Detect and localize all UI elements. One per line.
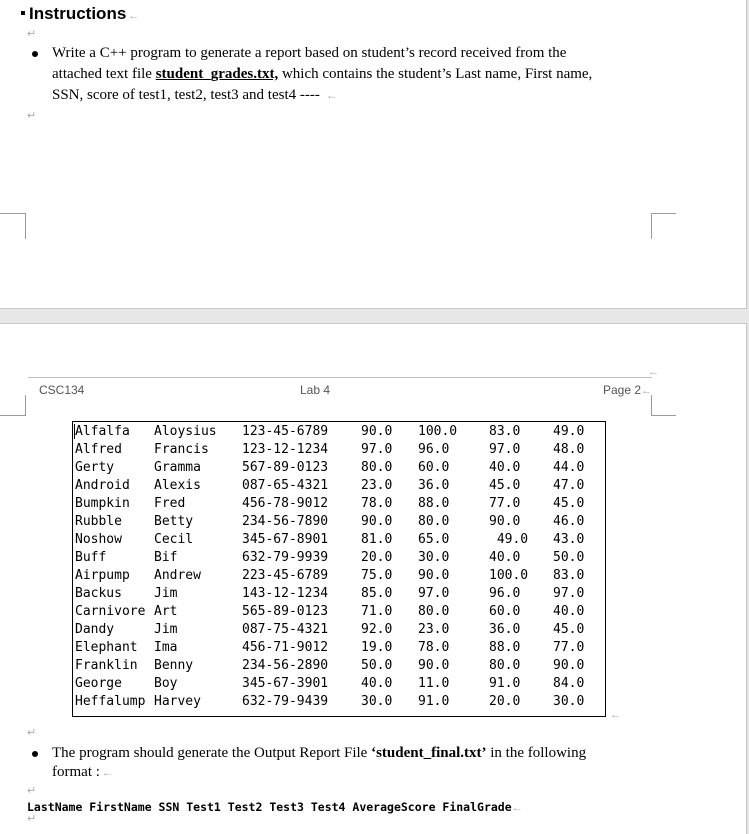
record-row [73, 657, 607, 675]
cell-test2: 60.0 [418, 460, 450, 475]
cell-test1: 19.0 [361, 640, 393, 655]
cell-test1: 85.0 [361, 586, 393, 601]
cell-test4: 77.0 [553, 640, 585, 655]
cell-test3: 83.0 [489, 424, 521, 439]
cell-last-name: Carnivore [75, 604, 146, 619]
cell-test1: 71.0 [361, 604, 393, 619]
cell-first-name: Jim [154, 622, 178, 637]
header-lab: Lab 4 [300, 383, 331, 397]
paragraph-mark-icon: ← [128, 10, 140, 22]
cell-first-name: Andrew [154, 568, 201, 583]
bullet2-line1: The program should generate the Output Report File ‘student_final.txt’ in the following [52, 745, 587, 761]
cell-last-name: Elephant [75, 640, 138, 655]
cell-ssn: 234-56-7890 [242, 514, 329, 529]
bullet-dot [32, 751, 38, 757]
cell-test1: 78.0 [361, 496, 393, 511]
instructions-heading [21, 4, 139, 24]
cell-last-name: Alfred [75, 442, 122, 457]
record-row [73, 495, 607, 513]
filename-student-final: ‘student_final.txt’ [371, 745, 487, 761]
cell-test4: 45.0 [553, 622, 585, 637]
cell-test2: 97.0 [418, 586, 450, 601]
cell-test3: 88.0 [489, 640, 521, 655]
cell-test2: 80.0 [418, 514, 450, 529]
filename-student-grades: student_grades.txt, [155, 66, 279, 82]
cell-test3: 20.0 [489, 694, 521, 709]
cell-test2: 90.0 [418, 658, 450, 673]
heading-text: Instructions [29, 4, 127, 23]
paragraph-mark-icon: ↵ [27, 110, 37, 122]
crop-mark [651, 213, 676, 239]
cell-test3: 97.0 [489, 442, 521, 457]
record-row [73, 603, 607, 621]
cell-last-name: Buff [75, 550, 107, 565]
cell-ssn: 234-56-2890 [242, 658, 329, 673]
bullet-dot [32, 51, 38, 57]
cell-last-name: Rubble [75, 514, 122, 529]
cell-last-name: Heffalump [75, 694, 146, 709]
cell-test1: 20.0 [361, 550, 393, 565]
cell-test2: 78.0 [418, 640, 450, 655]
cell-first-name: Art [154, 604, 178, 619]
cell-ssn: 632-79-9939 [242, 550, 329, 565]
cell-test1: 90.0 [361, 514, 393, 529]
cell-test3: 60.0 [489, 604, 521, 619]
cell-first-name: Francis [154, 442, 209, 457]
cell-test1: 90.0 [361, 424, 393, 439]
output-format-line: LastName FirstName SSN Test1 Test2 Test3 Test4 AverageScore FinalGrade← [27, 800, 523, 814]
cell-test1: 30.0 [361, 694, 393, 709]
cell-test1: 81.0 [361, 532, 393, 547]
paragraph-mark-icon: ↵ [27, 813, 37, 825]
bullet1-line1: Write a C++ program to generate a report based on student’s record received from the [52, 45, 567, 61]
cell-ssn: 456-78-9012 [242, 496, 329, 511]
header-page-number: Page 2← [603, 383, 653, 397]
cell-last-name: Noshow [75, 532, 122, 547]
record-row [73, 423, 607, 441]
crop-mark [651, 395, 676, 416]
cell-last-name: Alfalfa [75, 424, 130, 439]
record-row [73, 585, 607, 603]
cell-test4: 84.0 [553, 676, 585, 691]
cell-test4: 40.0 [553, 604, 585, 619]
cell-first-name: Betty [154, 514, 194, 529]
cell-test1: 80.0 [361, 460, 393, 475]
cell-last-name: Backus [75, 586, 122, 601]
cell-test4: 46.0 [553, 514, 585, 529]
cell-first-name: Fred [154, 496, 186, 511]
cell-last-name: Android [75, 478, 130, 493]
cell-test2: 100.0 [418, 424, 458, 439]
paragraph-mark-icon: ← [610, 709, 621, 721]
cell-test4: 50.0 [553, 550, 585, 565]
cell-test2: 23.0 [418, 622, 450, 637]
cell-ssn: 123-12-1234 [242, 442, 329, 457]
record-row [73, 513, 607, 531]
cell-first-name: Harvey [154, 694, 201, 709]
cell-test3: 96.0 [489, 586, 521, 601]
cell-test2: 80.0 [418, 604, 450, 619]
crop-mark [0, 213, 26, 239]
cell-test2: 88.0 [418, 496, 450, 511]
paragraph-mark-icon: ↵ [27, 785, 37, 797]
crop-mark [0, 395, 26, 416]
cell-first-name: Jim [154, 586, 178, 601]
cell-ssn: 565-89-0123 [242, 604, 329, 619]
cell-last-name: Airpump [75, 568, 130, 583]
paragraph-mark-icon: ↵ [27, 727, 37, 739]
record-row [73, 639, 607, 657]
text-cursor [74, 424, 75, 439]
cell-test1: 75.0 [361, 568, 393, 583]
bullet1-line3: SSN, score of test1, test2, test3 and test4 ---- ← [52, 87, 338, 103]
cell-first-name: Alexis [154, 478, 201, 493]
cell-test3: 36.0 [489, 622, 521, 637]
cell-ssn: 345-67-8901 [242, 532, 329, 547]
cell-test2: 90.0 [418, 568, 450, 583]
record-row [73, 675, 607, 693]
cell-test2: 36.0 [418, 478, 450, 493]
paragraph-mark-icon: ← [325, 88, 338, 102]
cell-test1: 23.0 [361, 478, 393, 493]
cell-last-name: Bumpkin [75, 496, 130, 511]
cell-test4: 90.0 [553, 658, 585, 673]
cell-test3: 40.0 [489, 550, 521, 565]
cell-ssn: 567-89-0123 [242, 460, 329, 475]
cell-test4: 97.0 [553, 586, 585, 601]
cell-ssn: 345-67-3901 [242, 676, 329, 691]
cell-test4: 47.0 [553, 478, 585, 493]
cell-test3: 40.0 [489, 460, 521, 475]
cell-test2: 65.0 [418, 532, 450, 547]
cell-test4: 44.0 [553, 460, 585, 475]
cell-test4: 43.0 [553, 532, 585, 547]
record-row [73, 693, 607, 711]
heading-marker [21, 11, 25, 15]
cell-last-name: Franklin [75, 658, 138, 673]
cell-test3: 90.0 [489, 514, 521, 529]
cell-test4: 48.0 [553, 442, 585, 457]
cell-test4: 30.0 [553, 694, 585, 709]
cell-ssn: 087-65-4321 [242, 478, 329, 493]
record-row [73, 567, 607, 585]
cell-first-name: Gramma [154, 460, 201, 475]
cell-ssn: 223-45-6789 [242, 568, 329, 583]
record-row [73, 441, 607, 459]
cell-test3: 49.0 [489, 532, 529, 547]
cell-test2: 30.0 [418, 550, 450, 565]
record-row [73, 459, 607, 477]
cell-test3: 45.0 [489, 478, 521, 493]
cell-last-name: Gerty [75, 460, 115, 475]
bullet2-line2: format : ← [52, 764, 113, 780]
cell-test4: 83.0 [553, 568, 585, 583]
cell-ssn: 456-71-9012 [242, 640, 329, 655]
cell-ssn: 632-79-9439 [242, 694, 329, 709]
record-row [73, 531, 607, 549]
cell-ssn: 123-45-6789 [242, 424, 329, 439]
cell-test4: 45.0 [553, 496, 585, 511]
bullet1-line2: attached text file student_grades.txt, which contains the student’s Last name, First name, [52, 66, 593, 82]
cell-test1: 40.0 [361, 676, 393, 691]
cell-first-name: Ima [154, 640, 178, 655]
paragraph-mark-icon: ← [648, 366, 659, 378]
cell-test3: 77.0 [489, 496, 521, 511]
cell-test1: 97.0 [361, 442, 393, 457]
header-rule [28, 377, 652, 378]
cell-test3: 91.0 [489, 676, 521, 691]
cell-test3: 100.0 [489, 568, 529, 583]
cell-first-name: Benny [154, 658, 194, 673]
paragraph-mark-icon: ↵ [27, 28, 37, 40]
cell-ssn: 143-12-1234 [242, 586, 329, 601]
cell-test2: 91.0 [418, 694, 450, 709]
cell-first-name: Cecil [154, 532, 194, 547]
cell-test3: 80.0 [489, 658, 521, 673]
cell-first-name: Bif [154, 550, 178, 565]
cell-last-name: Dandy [75, 622, 115, 637]
cell-last-name: George [75, 676, 122, 691]
record-row [73, 549, 607, 567]
cell-test1: 50.0 [361, 658, 393, 673]
cell-test4: 49.0 [553, 424, 585, 439]
cell-test1: 92.0 [361, 622, 393, 637]
document-page-1 [0, 0, 747, 309]
cell-first-name: Boy [154, 676, 178, 691]
cell-test2: 11.0 [418, 676, 450, 691]
cell-test2: 96.0 [418, 442, 450, 457]
header-course: CSC134 [39, 383, 85, 397]
cell-ssn: 087-75-4321 [242, 622, 329, 637]
record-row [73, 621, 607, 639]
record-row [73, 477, 607, 495]
cell-first-name: Aloysius [154, 424, 217, 439]
student-records-box [72, 421, 606, 717]
